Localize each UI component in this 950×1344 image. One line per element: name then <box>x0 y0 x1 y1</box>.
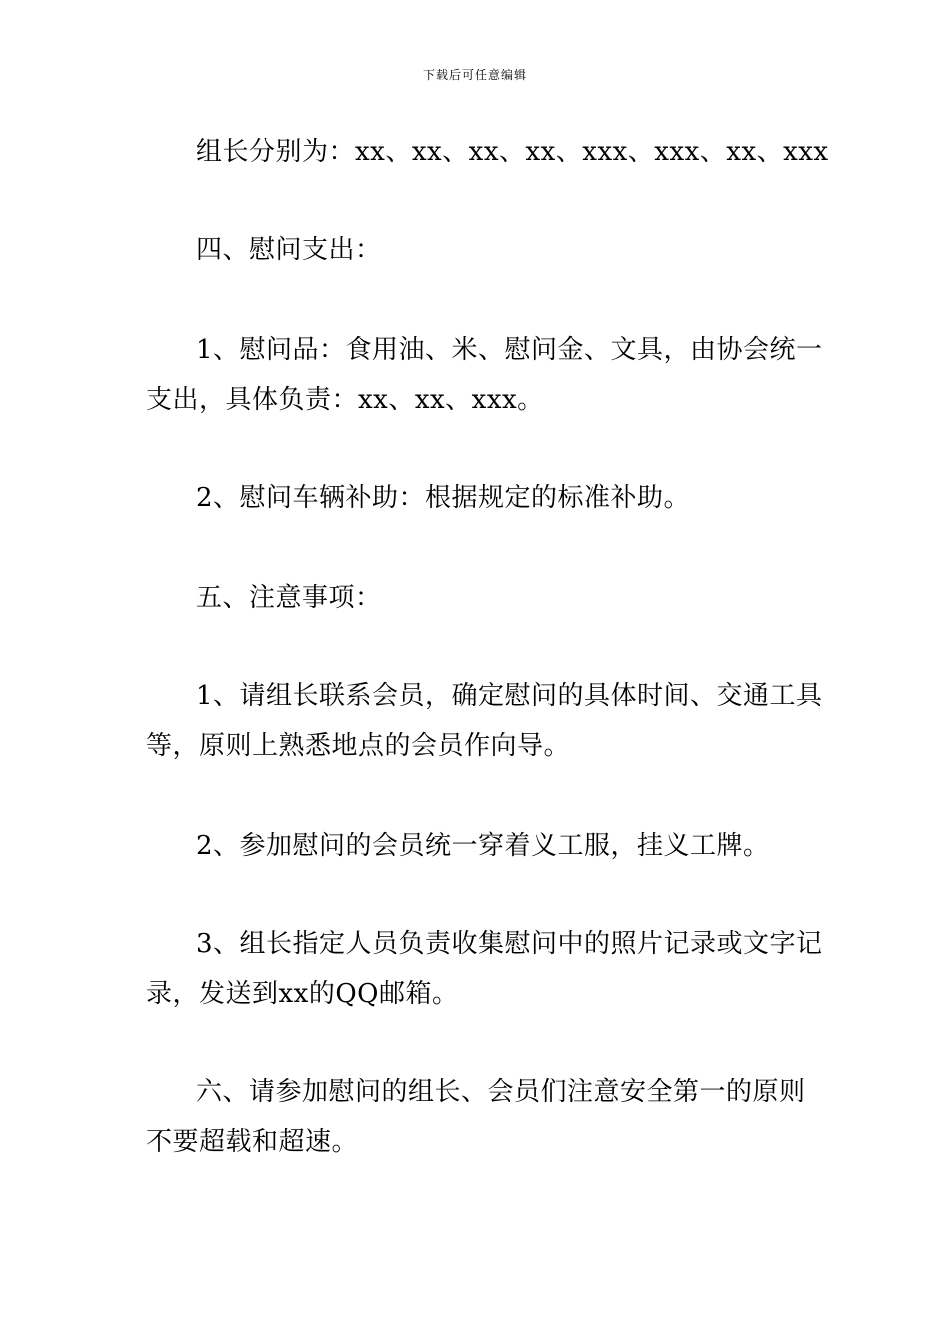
paragraph-records-line2: 录，发送到xx的QQ邮箱。 <box>146 979 459 1009</box>
page-header-note: 下载后可任意编辑 <box>422 68 527 82</box>
paragraph-contact-line1: 1、请组长联系会员，确定慰问的具体时间、交通工具 <box>196 681 823 711</box>
paragraph-vehicle-subsidy: 2、慰问车辆补助：根据规定的标准补助。 <box>196 483 691 513</box>
paragraph-records-line1: 3、组长指定人员负责收集慰问中的照片记录或文字记 <box>196 929 823 959</box>
heading-notes: 五、注意事项： <box>196 583 382 613</box>
paragraph-safety-line2: 不要超载和超速。 <box>146 1127 359 1157</box>
paragraph-gifts-line1: 1、慰问品：食用油、米、慰问金、文具，由协会统一 <box>196 335 823 365</box>
paragraph-gifts-line2: 支出，具体负责：xx、xx、xxx。 <box>146 385 544 415</box>
paragraph-group-leaders: 组长分别为：xx、xx、xx、xx、xxx、xxx、xx、xxx <box>196 137 829 167</box>
heading-expenses: 四、慰问支出： <box>196 235 382 265</box>
paragraph-uniform: 2、参加慰问的会员统一穿着义工服，挂义工牌。 <box>196 831 770 861</box>
paragraph-safety-line1: 六、请参加慰问的组长、会员们注意安全第一的原则 <box>196 1077 806 1107</box>
paragraph-contact-line2: 等，原则上熟悉地点的会员作向导。 <box>146 731 571 761</box>
